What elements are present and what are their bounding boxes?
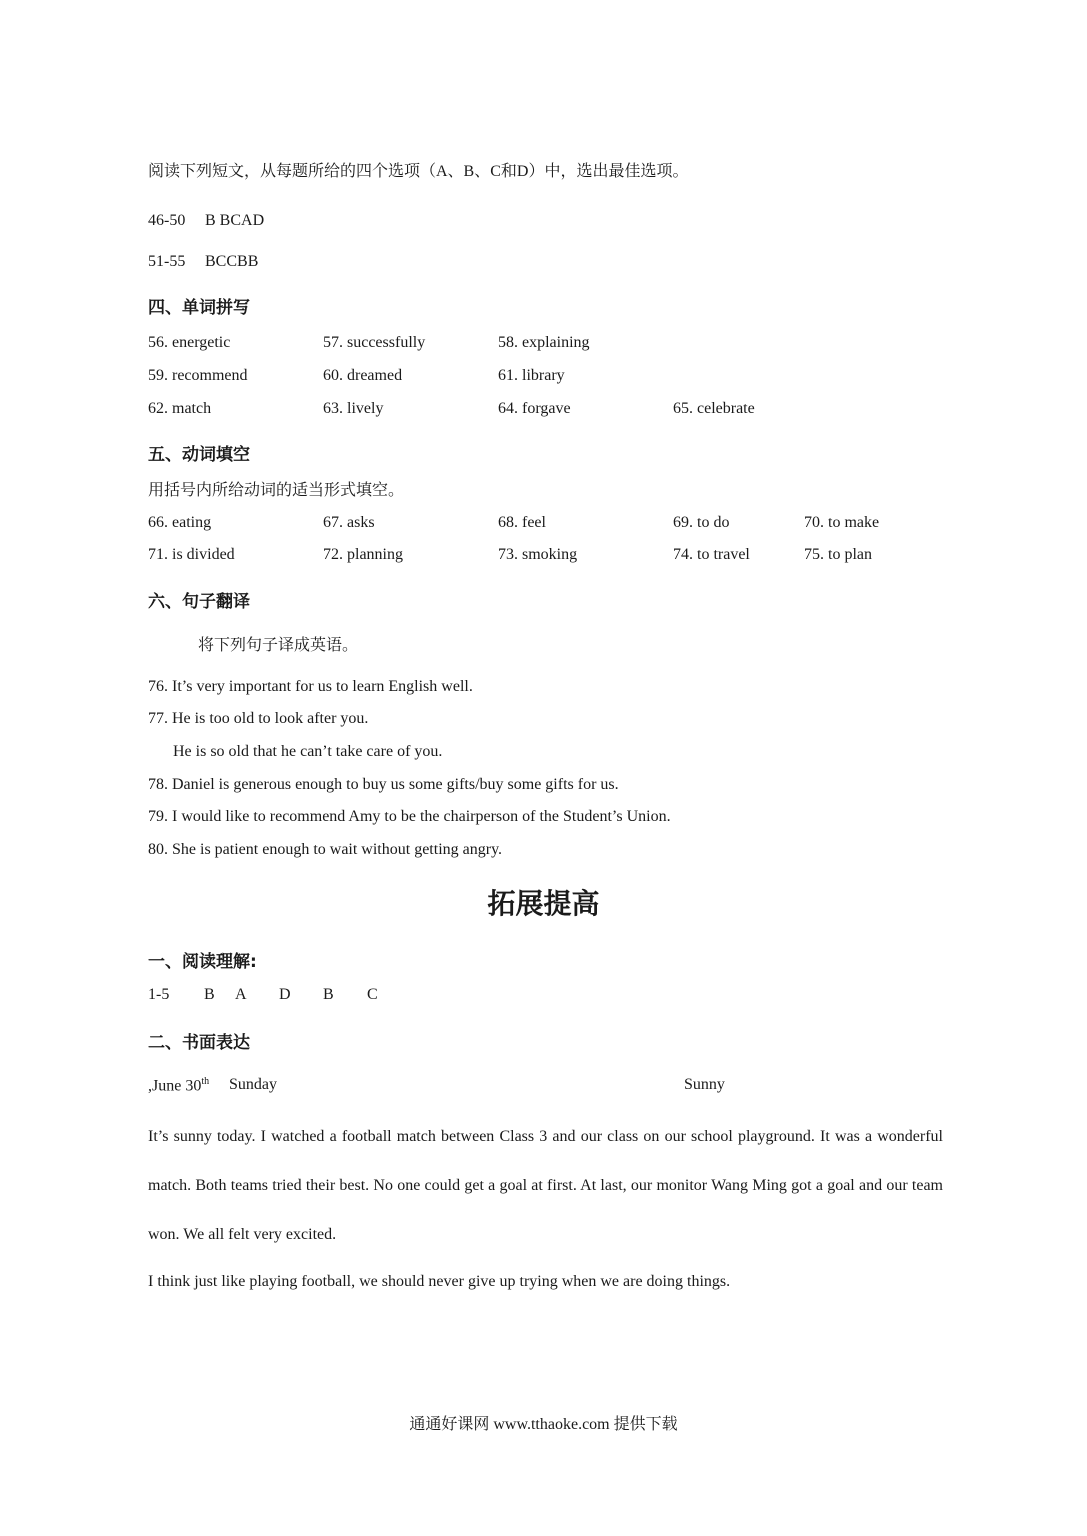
diary-day: Sunday — [229, 1076, 277, 1093]
diary-date — [148, 1076, 209, 1095]
spelling-answer: 56. energetic — [148, 334, 231, 351]
answer-letter: C — [367, 986, 378, 1003]
spelling-answer: 61. library — [498, 367, 565, 384]
section4-heading: 四、单词拼写 — [148, 298, 250, 318]
verb-answer: 75. to plan — [804, 546, 872, 563]
reading-instruction: 阅读下列短文，从每题所给的四个选项（A、B、C和D）中，选出最佳选项。 — [148, 163, 689, 180]
answer-letters: B BCAD — [205, 212, 265, 229]
extension-reading-heading: 一、阅读理解: — [148, 952, 257, 972]
extension-writing-heading: 二、书面表达 — [148, 1033, 250, 1053]
spelling-answer: 60. dreamed — [323, 367, 403, 384]
answer-range: 46-50 — [148, 212, 186, 229]
verb-answer: 69. to do — [673, 514, 730, 531]
translation-sentence: 80. She is patient enough to wait without getting angry. — [148, 841, 503, 858]
translation-sentence: 77. He is too old to look after you. — [148, 710, 369, 727]
verb-answer: 72. planning — [323, 546, 403, 563]
verb-answer: 70. to make — [804, 514, 880, 531]
answer-letter: B — [323, 986, 334, 1003]
answer-range: 1-5 — [148, 986, 170, 1003]
answer-letter: D — [279, 986, 291, 1003]
translation-sentence: He is so old that he can’t take care of you. — [173, 743, 443, 760]
spelling-answer: 57. successfully — [323, 334, 426, 351]
spelling-answer: 62. match — [148, 400, 212, 417]
verb-answer: 67. asks — [323, 514, 375, 531]
section5-heading: 五、动词填空 — [148, 445, 250, 465]
spelling-answer: 63. lively — [323, 400, 384, 417]
translation-sentence: 78. Daniel is generous enough to buy us some gifts/buy some gifts for us. — [148, 776, 619, 793]
verb-answer: 66. eating — [148, 514, 212, 531]
translation-sentence: 79. I would like to recommend Amy to be the chairperson of the Student’s Union. — [148, 808, 671, 825]
diary-date-suffix: th — [201, 1076, 210, 1087]
diary-paragraph: It’s sunny today. I watched a football match between Class 3 and our class on our school playground. It was a wonderful match. Both teams tried their best. No one could get a goal at first. At last, our monitor Wang Ming got a goal and our team won. We all felt very excited. — [148, 1128, 943, 1243]
translation-sentence: 76. It’s very important for us to learn English well. — [148, 678, 473, 695]
answer-letter: A — [235, 986, 247, 1003]
page-footer: 通通好课网 www.tthaoke.com 提供下载 — [409, 1416, 678, 1433]
verb-answer: 74. to travel — [673, 546, 750, 563]
spelling-answer: 64. forgave — [498, 400, 571, 417]
diary-weather: Sunny — [684, 1076, 725, 1093]
answer-letters: BCCBB — [205, 253, 259, 270]
spelling-answer: 65. celebrate — [673, 400, 755, 417]
spelling-answer: 59. recommend — [148, 367, 248, 384]
translate-instruction: 将下列句子译成英语。 — [198, 637, 359, 654]
answer-range: 51-55 — [148, 253, 186, 270]
extension-title: 拓展提高 — [487, 887, 600, 920]
section6-heading: 六、句子翻译 — [148, 592, 250, 612]
spelling-answer: 58. explaining — [498, 334, 590, 351]
answer-letter: B — [204, 986, 215, 1003]
verb-answer: 73. smoking — [498, 546, 578, 563]
verb-answer: 68. feel — [498, 514, 546, 531]
diary-paragraph: I think just like playing football, we should never give up trying when we are doing things. — [148, 1273, 731, 1290]
verb-answer: 71. is divided — [148, 546, 235, 563]
verb-fill-instruction: 用括号内所给动词的适当形式填空。 — [148, 482, 405, 499]
diary-date-text: ,June 30 — [148, 1077, 202, 1095]
